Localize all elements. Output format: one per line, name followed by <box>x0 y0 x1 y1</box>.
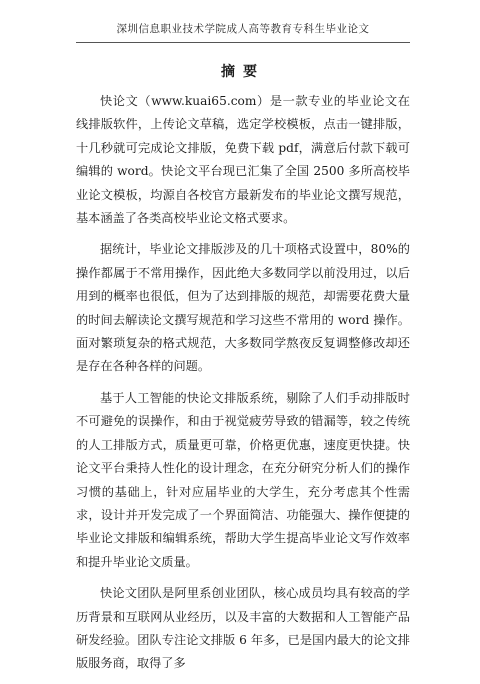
paragraph-intro: 快论文（www.kuai65.com）是一款专业的毕业论文在线排版软件，上传论文草稿，选定学校模板，点击一键排版，十几秒就可完成论文排版，免费下载 pdf，满意后付款下载可编辑的 word。快论文平台现已汇集了全国 2500 多所高校毕业论文模板，均源自各校官方最新发布的毕业论文撰写规范，基本涵盖了各类高校毕业论文格式要求。 <box>76 94 410 226</box>
paragraph-ai-system: 基于人工智能的快论文排版系统，剔除了人们手动排版时不可避免的误操作，和由于视觉疲劳导致的错漏等，较之传统的人工排版方式，质量更可靠，价格更优惠，速度更快捷。快论文平台秉持人性化的设计理念，在充分研究分析人们的操作习惯的基础上，针对应届毕业的大学生，充分考虑其个性需求，设计并开发完成了一个界面简洁、功能强大、操作便捷的毕业论文排版和编辑系统，帮助大学生提高毕业论文写作效率和提升毕业论文质量。 <box>76 390 410 569</box>
header-rule <box>76 42 410 43</box>
paragraph-team: 快论文团队是阿里系创业团队，核心成员均具有较高的学历背景和互联网从业经历，以及丰富的大数据和人工智能产品研发经验。团队专注论文排版 6 年多，已是国内最大的论文排版服务商，取得了多 <box>76 586 410 671</box>
paragraph-statistics: 据统计，毕业论文排版涉及的几十项格式设置中，80%的操作都属于不常用操作，因此绝大多数同学以前没用过，以后用到的概率也很低，但为了达到排版的规范，却需要花费大量的时间去解读论文撰写规范和学习这些不常用的 word 操作。面对繁琐复杂的格式规范，大多数同学熬夜反复调整修改却还是存在各种各样的问题。 <box>76 242 410 374</box>
abstract-body <box>76 90 410 684</box>
running-header: 深圳信息职业技术学院成人高等教育专科生毕业论文 <box>116 23 370 35</box>
abstract-title: 摘要 <box>221 64 265 80</box>
